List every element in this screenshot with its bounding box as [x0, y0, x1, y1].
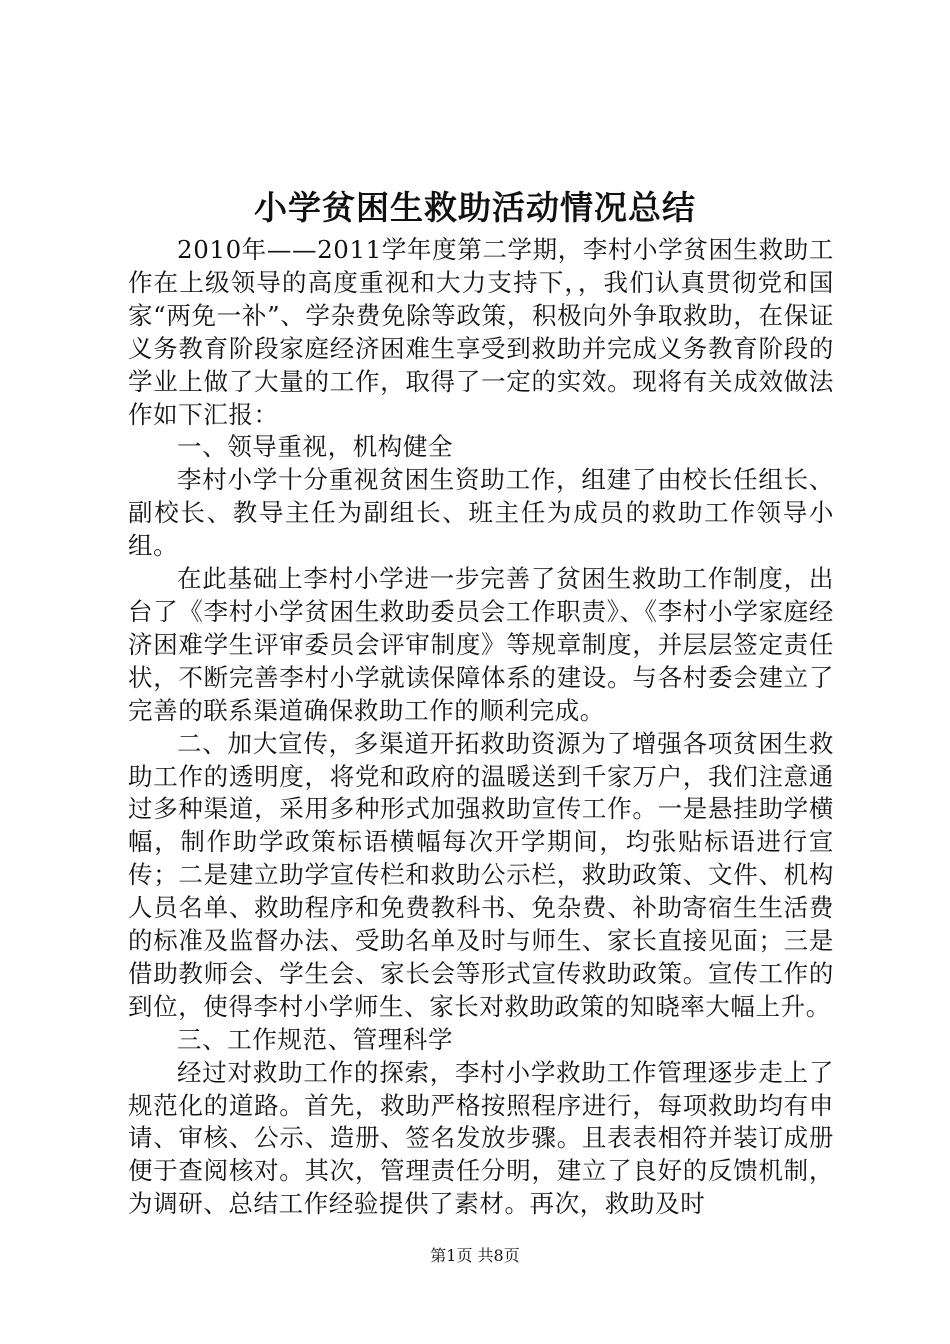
page-footer: 第1页 共8页	[430, 1246, 520, 1265]
section-heading-3: 三、工作规范、管理科学	[177, 1024, 454, 1054]
paragraph-system: 在此基础上李村小学进一步完善了贫困生救助工作制度，出台了《李村小学贫困生救助委员会工作职责》、《李村小学家庭经济困难学生评审委员会评审制度》等规章制度，并层层签定责任状，不断完善李村小学就读保障体系的建设。与各村委会建立了完善的联系渠道确保救助工作的顺利完成。	[128, 564, 834, 725]
paragraph-intro: 2010年——2011学年度第二学期，李村小学贫困生救助工作在上级领导的高度重视和大力支持下，，我们认真贯彻党和国家“两免一补”、学杂费免除等政策，积极向外争取救助，在保证义务教育阶段家庭经济困难生享受到救助并完成义务教育阶段的学业上做了大量的工作，取得了一定的实效。现将有关成效做法作如下汇报：	[128, 235, 834, 429]
document-title: 小学贫困生救助活动情况总结	[254, 188, 696, 227]
paragraph-publicity: 二、加大宣传，多渠道开拓救助资源为了增强各项贫困生救助工作的透明度，将党和政府的温暖送到千家万户，我们注意通过多种渠道，采用多种形式加强救助宣传工作。一是悬挂助学横幅，制作助学政策标语横幅每次开学期间，均张贴标语进行宣传；二是建立助学宣传栏和救助公示栏，救助政策、文件、机构人员名单、救助程序和免费教科书、免杂费、补助寄宿生生活费的标准及监督办法、受助名单及时与师生、家长直接见面；三是借助教师会、学生会、家长会等形式宣传救助政策。宣传工作的到位，使得李村小学师生、家长对救助政策的知晓率大幅上升。	[128, 728, 834, 1021]
paragraph-leadership: 李村小学十分重视贫困生资助工作，组建了由校长任组长、副校长、教导主任为副组长、班主任为成员的救助工作领导小组。	[128, 465, 834, 561]
section-heading-1: 一、领导重视，机构健全	[177, 432, 454, 462]
paragraph-management: 经过对救助工作的探索，李村小学救助工作管理逐步走上了规范化的道路。首先，救助严格按照程序进行，每项救助均有申请、审核、公示、造册、签名发放步骤。且表表相符并装订成册便于查阅核对。其次，管理责任分明，建立了良好的反馈机制，为调研、总结工作经验提供了素材。再次，救助及时	[128, 1057, 834, 1219]
document-body	[128, 234, 834, 1221]
